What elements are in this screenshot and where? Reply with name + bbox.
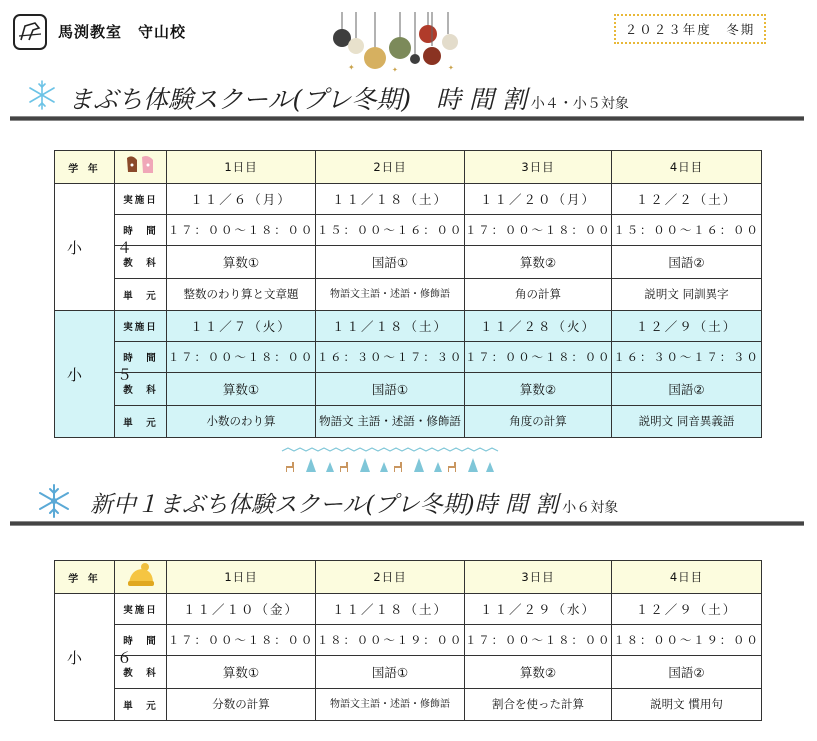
section1-title xyxy=(68,80,629,116)
snowflake-icon xyxy=(26,79,58,115)
logo-icon xyxy=(13,14,47,50)
schedule-table-grade6 xyxy=(54,560,762,721)
school-name: 馬渕教室 守山校 xyxy=(58,23,187,41)
table-row xyxy=(55,373,762,406)
row-label-subject: 教 科 xyxy=(115,373,167,406)
subject-cell: 算数② xyxy=(465,373,612,406)
time-cell: １５：００～１６：００ xyxy=(612,215,762,246)
table-row xyxy=(55,625,762,656)
unit-cell: 物語文主語・述語・修飾語 xyxy=(316,279,465,311)
subject-cell: 国語① xyxy=(316,246,465,279)
schedule-table-grade4-5 xyxy=(54,150,762,438)
ornament-decoration xyxy=(328,12,470,74)
grade-label: 小 ５ xyxy=(55,311,115,438)
row-label-date: 実施日 xyxy=(115,184,167,215)
time-cell: １７：００～１８：００ xyxy=(465,625,612,656)
subject-cell: 国語② xyxy=(612,656,762,689)
day-1-header: 1日目 xyxy=(167,561,316,594)
section1-target: 小４・小５対象 xyxy=(530,96,629,112)
unit-cell: 分数の計算 xyxy=(167,689,316,721)
term-badge: ２０２３年度 冬期 xyxy=(614,14,766,44)
subject-cell: 算数② xyxy=(465,246,612,279)
date-cell: １１／６（月） xyxy=(167,184,316,215)
grade-header: 学 年 xyxy=(55,561,115,594)
date-cell: １１／２０（月） xyxy=(465,184,612,215)
date-cell: １１／１８（土） xyxy=(316,594,465,625)
day-1-header: 1日目 xyxy=(167,151,316,184)
row-label-subject: 教 科 xyxy=(115,656,167,689)
section2-divider xyxy=(10,521,804,526)
table-header-row xyxy=(55,151,762,184)
subject-cell: 算数② xyxy=(465,656,612,689)
row-label-time: 時 間 xyxy=(115,625,167,656)
time-cell: １７：００～１８：００ xyxy=(167,215,316,246)
unit-cell: 整数のわり算と文章題 xyxy=(167,279,316,311)
subject-cell: 国語② xyxy=(612,373,762,406)
date-cell: １１／２９（水） xyxy=(465,594,612,625)
unit-cell: 物語文主語・述語・修飾語 xyxy=(316,689,465,721)
date-cell: １２／９（土） xyxy=(612,311,762,342)
day-4-header: 4日目 xyxy=(612,151,762,184)
day-3-header: 3日目 xyxy=(465,561,612,594)
unit-cell: 説明文 同音異義語 xyxy=(612,406,762,438)
svg-text:✦: ✦ xyxy=(348,63,355,72)
date-cell: １１／７（火） xyxy=(167,311,316,342)
table-row xyxy=(55,342,762,373)
row-label-date: 実施日 xyxy=(115,594,167,625)
section1-title-text: まぶち体験スクール(プレ冬期) 時 間 割 xyxy=(68,85,527,114)
day-3-header: 3日目 xyxy=(465,151,612,184)
unit-cell: 角度の計算 xyxy=(465,406,612,438)
unit-cell: 割合を使った計算 xyxy=(465,689,612,721)
table-row xyxy=(55,594,762,625)
table-row xyxy=(55,184,762,215)
date-cell: １１／１８（土） xyxy=(316,311,465,342)
unit-cell: 物語文 主語・述語・修飾語 xyxy=(316,406,465,438)
day-2-header: 2日目 xyxy=(316,151,465,184)
knit-hat-icon xyxy=(115,561,167,594)
deer-border-decoration xyxy=(282,448,498,474)
subject-cell: 算数① xyxy=(167,246,316,279)
grade-header: 学 年 xyxy=(55,151,115,184)
mitten-icon xyxy=(115,151,167,184)
table-row xyxy=(55,406,762,438)
unit-cell: 説明文 慣用句 xyxy=(612,689,762,721)
time-cell: １８：００～１９：００ xyxy=(612,625,762,656)
time-cell: １７：００～１８：００ xyxy=(167,625,316,656)
row-label-unit: 単 元 xyxy=(115,406,167,438)
time-cell: １６：３０～１７：３０ xyxy=(612,342,762,373)
day-4-header: 4日目 xyxy=(612,561,762,594)
table-row xyxy=(55,656,762,689)
date-cell: １２／２（土） xyxy=(612,184,762,215)
svg-text:✦: ✦ xyxy=(448,64,454,72)
unit-cell: 角の計算 xyxy=(465,279,612,311)
grade-label: 小 ６ xyxy=(55,594,115,721)
svg-text:✦: ✦ xyxy=(392,66,398,74)
time-cell: １７：００～１８：００ xyxy=(465,215,612,246)
snowflake-blue-icon xyxy=(36,483,72,523)
row-label-time: 時 間 xyxy=(115,215,167,246)
row-label-time: 時 間 xyxy=(115,342,167,373)
table-row xyxy=(55,215,762,246)
date-cell: １１／１８（土） xyxy=(316,184,465,215)
section2-target: 小６対象 xyxy=(562,500,619,516)
date-cell: １１／２８（火） xyxy=(465,311,612,342)
time-cell: １５：００～１６：００ xyxy=(316,215,465,246)
subject-cell: 国語① xyxy=(316,373,465,406)
section2-title-text: 新中１まぶち体験スクール(プレ冬期)時 間 割 xyxy=(90,492,559,518)
unit-cell: 小数のわり算 xyxy=(167,406,316,438)
subject-cell: 国語② xyxy=(612,246,762,279)
time-cell: １７：００～１８：００ xyxy=(167,342,316,373)
subject-cell: 国語① xyxy=(316,656,465,689)
time-cell: １７：００～１８：００ xyxy=(465,342,612,373)
time-cell: １８：００～１９：００ xyxy=(316,625,465,656)
table-header-row xyxy=(55,561,762,594)
section2-title xyxy=(90,486,618,519)
row-label-date: 実施日 xyxy=(115,311,167,342)
row-label-unit: 単 元 xyxy=(115,689,167,721)
section1-divider xyxy=(10,116,804,121)
grade-label: 小 ４ xyxy=(55,184,115,311)
row-label-unit: 単 元 xyxy=(115,279,167,311)
time-cell: １６：３０～１７：３０ xyxy=(316,342,465,373)
table-row xyxy=(55,689,762,721)
subject-cell: 算数① xyxy=(167,373,316,406)
date-cell: １２／９（土） xyxy=(612,594,762,625)
day-2-header: 2日目 xyxy=(316,561,465,594)
table-row xyxy=(55,279,762,311)
unit-cell: 説明文 同訓異字 xyxy=(612,279,762,311)
table-row xyxy=(55,246,762,279)
row-label-subject: 教 科 xyxy=(115,246,167,279)
subject-cell: 算数① xyxy=(167,656,316,689)
date-cell: １１／１０（金） xyxy=(167,594,316,625)
table-row xyxy=(55,311,762,342)
